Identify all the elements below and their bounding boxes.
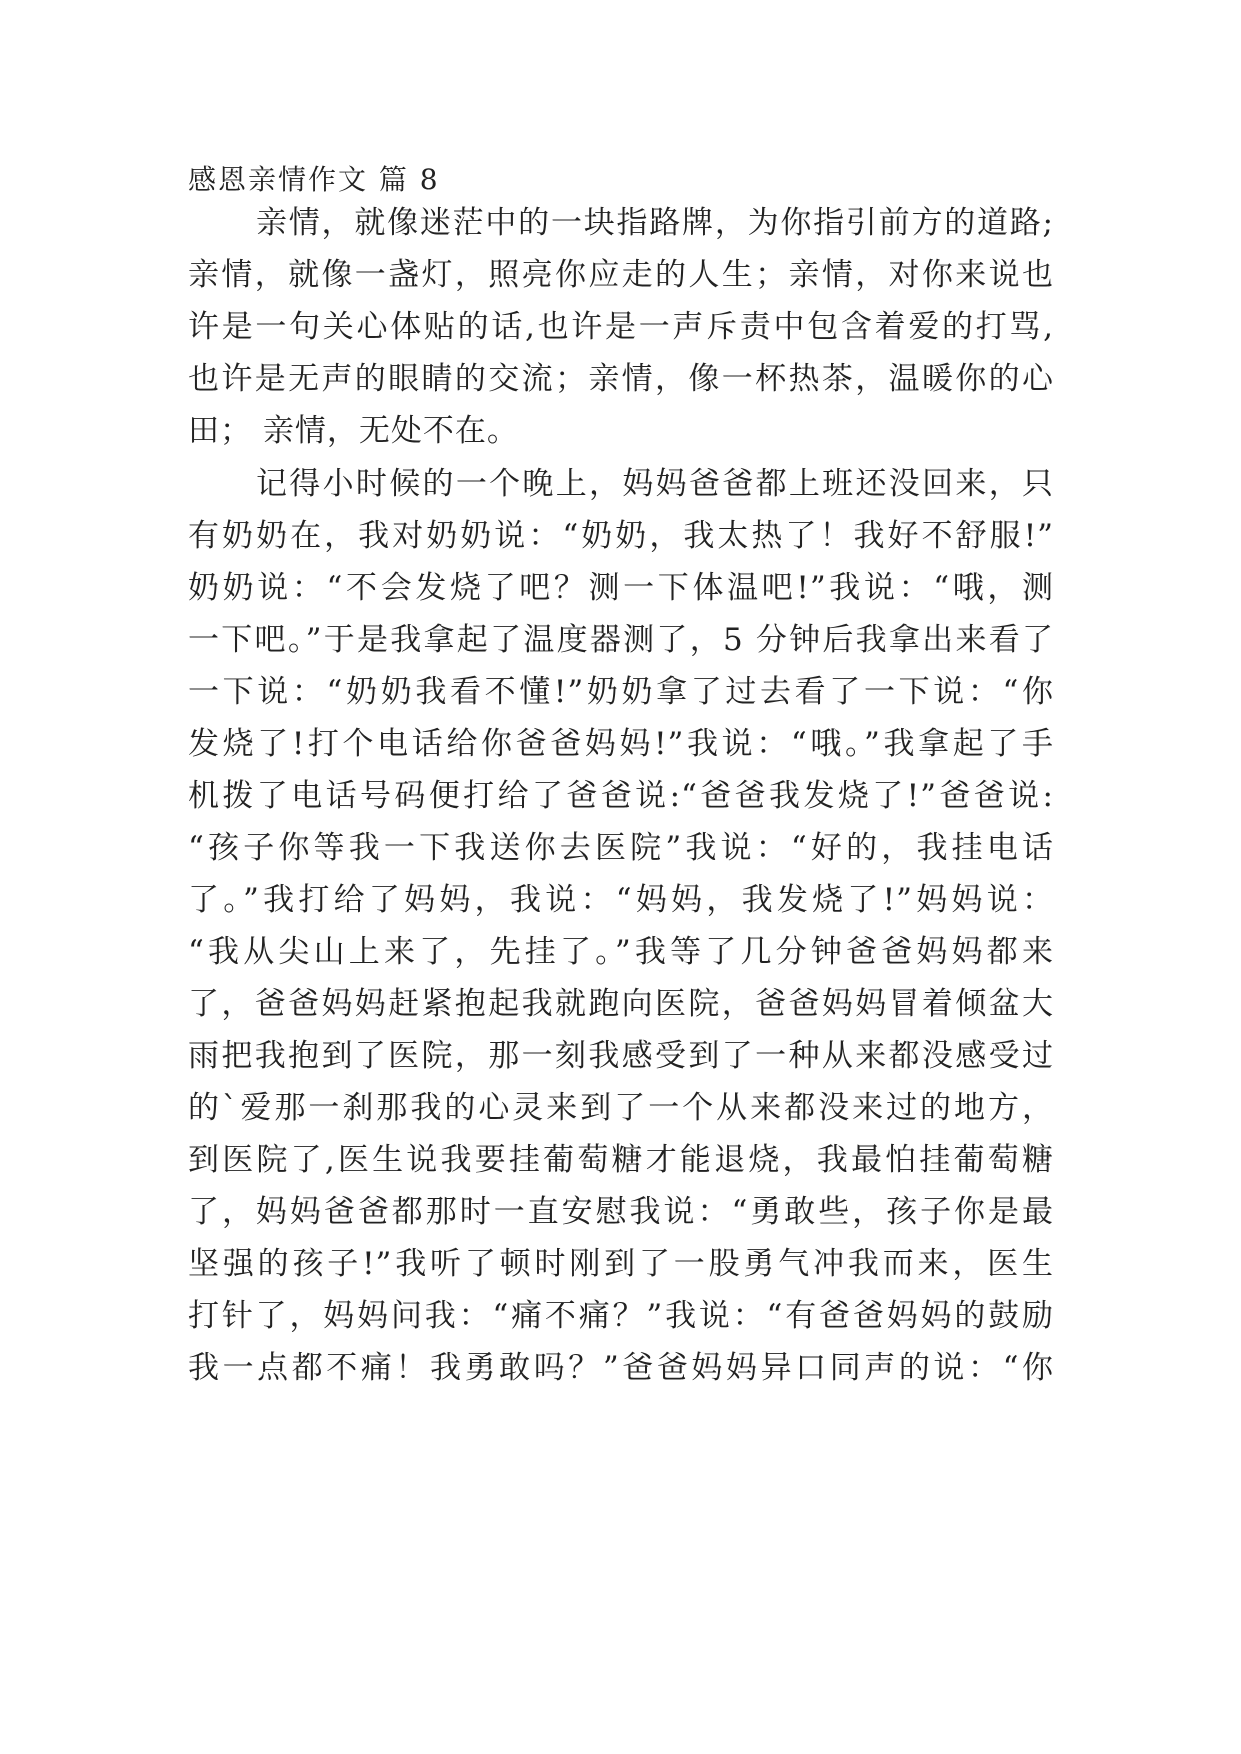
paragraph-2-line-13: 的`爱那一刹那我的心灵来到了一个从来都没来过的地方， xyxy=(188,1090,1054,1126)
paragraph-2-line-6: 发烧了!打个电话给你爸爸妈妈!”我说：“哦。”我拿起了手 xyxy=(188,726,1054,762)
paragraph-1-line-2: 亲情，就像一盏灯，照亮你应走的人生；亲情，对你来说也 xyxy=(188,257,1054,293)
paragraph-2-line-11: 了，爸爸妈妈赶紧抱起我就跑向医院，爸爸妈妈冒着倾盆大 xyxy=(188,986,1054,1022)
paragraph-2-line-14: 到医院了,医生说我要挂葡萄糖才能退烧，我最怕挂葡萄糖 xyxy=(188,1142,1054,1178)
paragraph-1-line-4: 也许是无声的眼睛的交流；亲情，像一杯热茶，温暖你的心 xyxy=(188,361,1054,397)
paragraph-2-line-5: 一下说：“奶奶我看不懂!”奶奶拿了过去看了一下说：“你 xyxy=(188,674,1054,710)
paragraph-2-line-15: 了，妈妈爸爸都那时一直安慰我说：“勇敢些，孩子你是最 xyxy=(188,1194,1054,1230)
paragraph-1-line-3: 许是一句关心体贴的话,也许是一声斥责中包含着爱的打骂, xyxy=(188,309,1054,345)
paragraph-2-line-2: 有奶奶在，我对奶奶说：“奶奶，我太热了！我好不舒服!” xyxy=(188,518,1054,554)
document-title: 感恩亲情作文 篇 8 xyxy=(188,163,440,196)
paragraph-1-line-1: 亲情，就像迷茫中的一块指路牌，为你指引前方的道路; xyxy=(256,205,1054,241)
paragraph-2-line-3: 奶奶说：“不会发烧了吧？测一下体温吧!”我说：“哦，测 xyxy=(188,570,1054,606)
paragraph-2-line-4: 一下吧。”于是我拿起了温度器测了，5 分钟后我拿出来看了 xyxy=(188,622,1054,658)
paragraph-2-line-9: 了。”我打给了妈妈，我说：“妈妈，我发烧了!”妈妈说： xyxy=(188,882,1054,918)
paragraph-2-line-10: “我从尖山上来了，先挂了。”我等了几分钟爸爸妈妈都来 xyxy=(188,934,1054,970)
paragraph-2-line-17: 打针了，妈妈问我：“痛不痛？”我说：“有爸爸妈妈的鼓励 xyxy=(188,1298,1054,1334)
paragraph-2-line-12: 雨把我抱到了医院，那一刻我感受到了一种从来都没感受过 xyxy=(188,1038,1054,1074)
paragraph-2-line-1: 记得小时候的一个晚上，妈妈爸爸都上班还没回来，只 xyxy=(256,466,1054,502)
paragraph-1-line-5: 田； 亲情，无处不在。 xyxy=(188,413,519,449)
paragraph-2-line-18: 我一点都不痛！我勇敢吗？”爸爸妈妈异口同声的说：“你 xyxy=(188,1350,1054,1386)
paragraph-2-line-16: 坚强的孩子!”我听了顿时刚到了一股勇气冲我而来，医生 xyxy=(188,1246,1054,1282)
paragraph-2-line-8: “孩子你等我一下我送你去医院”我说：“好的，我挂电话 xyxy=(188,830,1054,866)
paragraph-2-line-7: 机拨了电话号码便打给了爸爸说:“爸爸我发烧了!”爸爸说: xyxy=(188,778,1054,814)
